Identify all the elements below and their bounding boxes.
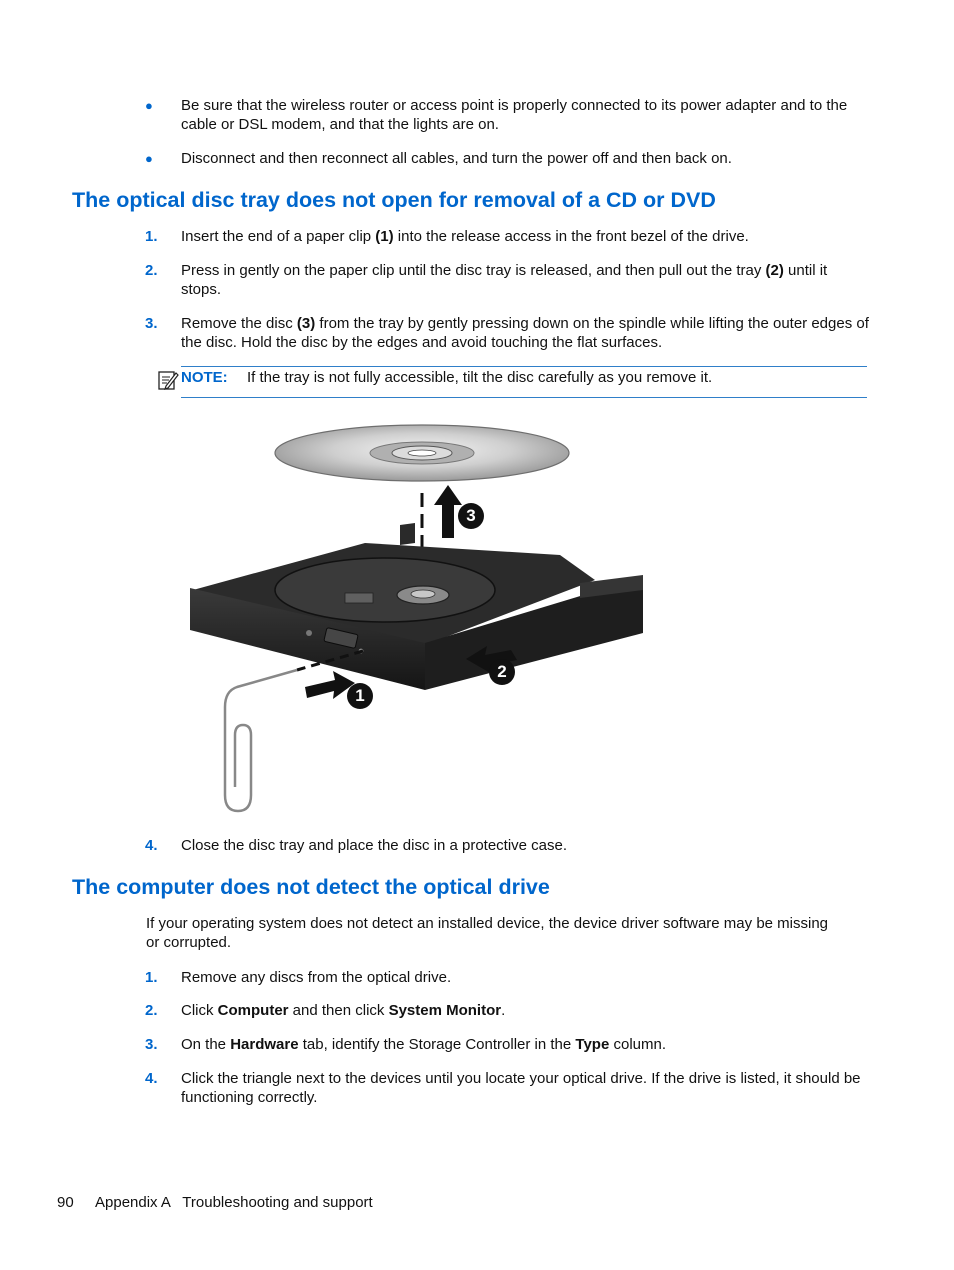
step-number: 4.: [145, 837, 158, 854]
step-text: Click Computer and then click System Monitor.: [181, 1002, 506, 1019]
bullet-marker: ●: [145, 151, 153, 166]
note-label: NOTE:: [181, 369, 228, 386]
step-text: Insert the end of a paper clip (1) into the release access in the front bezel of the drive.: [181, 228, 749, 245]
page-number: 90: [57, 1194, 74, 1211]
step-text: Click the triangle next to the devices until you locate your optical drive. If the drive is listed, it should be functioning correctly.: [181, 1070, 861, 1106]
step-number: 3.: [145, 315, 158, 332]
note-icon: [157, 369, 179, 396]
note-rule-top: [181, 366, 867, 367]
callout-2: 2: [489, 659, 515, 685]
step-number: 2.: [145, 1002, 158, 1019]
callout-1: 1: [347, 683, 373, 709]
callout-3: 3: [458, 503, 484, 529]
bullet-marker: ●: [145, 98, 153, 113]
section-intro: If your operating system does not detect an installed device, the device driver software may be missing or corrupted.: [146, 915, 829, 951]
step-number: 3.: [145, 1036, 158, 1053]
step-text: Remove any discs from the optical drive.: [181, 969, 452, 986]
step-number: 1.: [145, 228, 158, 245]
step-text: Press in gently on the paper clip until the disc tray is released, and then pull out the tray (2) until it stops.: [181, 262, 828, 298]
optical-drive-illustration: [185, 415, 650, 815]
bullet-text: Be sure that the wireless router or access point is properly connected to its power adapter and to the cable or DSL modem, and that the lights are on.: [181, 97, 848, 133]
step-number: 1.: [145, 969, 158, 986]
section-heading-optical-tray: The optical disc tray does not open for removal of a CD or DVD: [72, 188, 716, 212]
step-number: 4.: [145, 1070, 158, 1087]
step-text: Close the disc tray and place the disc in a protective case.: [181, 837, 568, 854]
note-rule-bottom: [181, 397, 867, 398]
bullet-text: Disconnect and then reconnect all cables, and turn the power off and then back on.: [181, 150, 732, 167]
section-heading-optical-detect: The computer does not detect the optical drive: [72, 875, 550, 899]
step-text: On the Hardware tab, identify the Storage Controller in the Type column.: [181, 1036, 667, 1053]
note-text: If the tray is not fully accessible, tilt the disc carefully as you remove it.: [247, 369, 713, 386]
step-text: Remove the disc (3) from the tray by gently pressing down on the spindle while lifting the outer edges of the disc. Hold the disc by the edges and avoid touching the flat surfaces.: [181, 315, 869, 351]
footer-section: Appendix A Troubleshooting and support: [95, 1194, 373, 1211]
step-number: 2.: [145, 262, 158, 279]
